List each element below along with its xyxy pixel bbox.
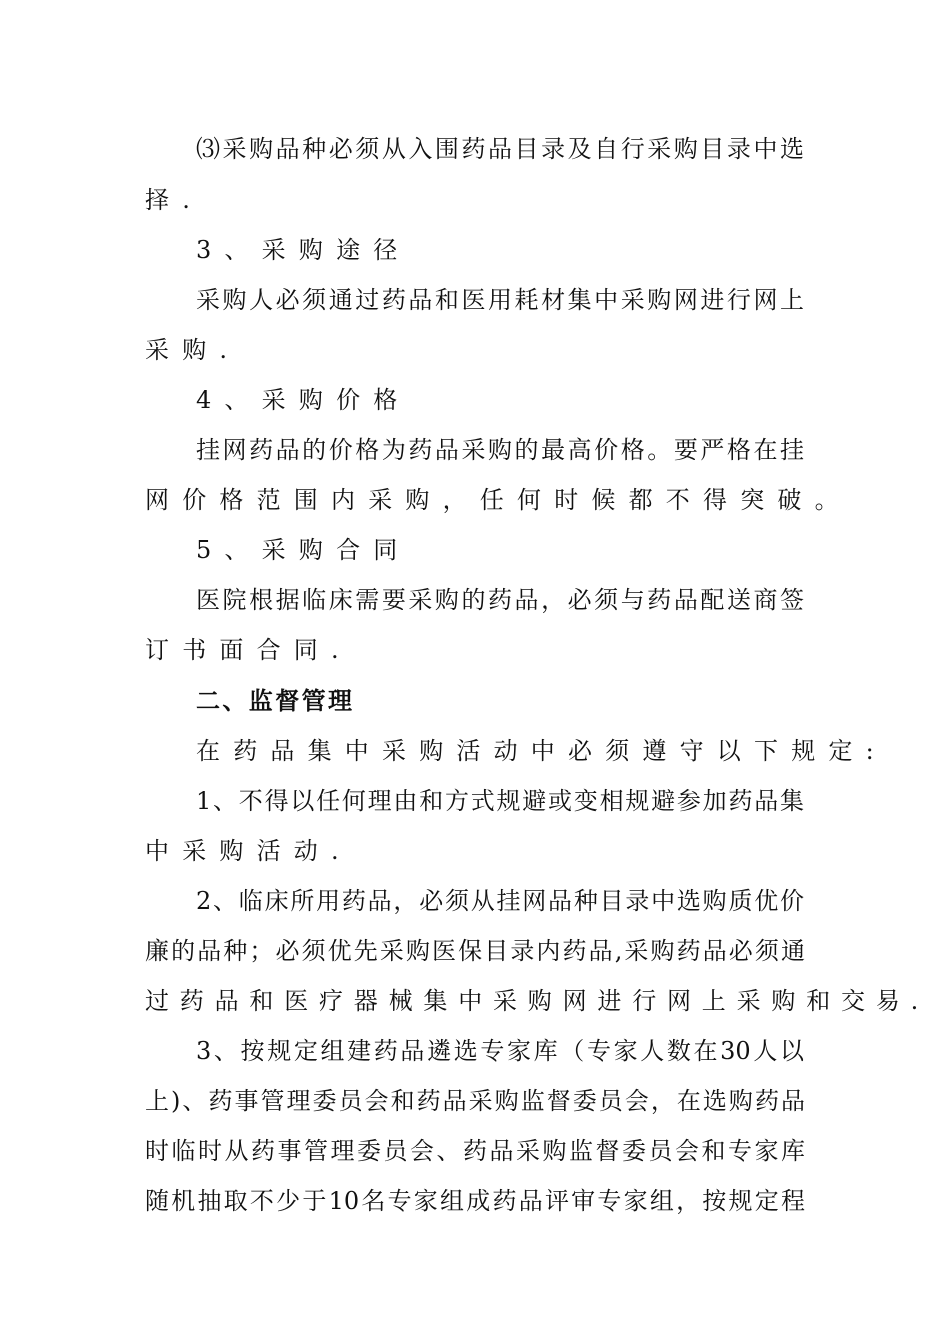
paragraph-line: 在药品集中采购活动中必须遵守以下规定: — [196, 737, 887, 765]
section-title: 5、采购合同 — [196, 536, 411, 564]
paragraph-line: 采购. — [145, 336, 241, 364]
paragraph-line: 3、按规定组建药品遴选专家库（专家人数在30人以 — [196, 1037, 804, 1065]
paragraph-line: 上)、药事管理委员会和药品采购监督委员会，在选购药品 — [145, 1087, 805, 1115]
paragraph-line: 随机抽取不少于10名专家组成药品评审专家组，按规定程 — [145, 1187, 805, 1215]
paragraph-line: 时临时从药事管理委员会、药品采购监督委员会和专家库 — [145, 1137, 805, 1165]
paragraph-line: 订书面合同. — [145, 636, 352, 664]
paragraph-line: ⑶采购品种必须从入围药品目录及自行采购目录中选 — [196, 135, 804, 163]
paragraph-line: 过药品和医疗器械集中采购网进行网上采购和交易. — [145, 987, 930, 1015]
paragraph-line: 1、不得以任何理由和方式规避或变相规避参加药品集 — [196, 787, 804, 815]
section-title: 4、采购价格 — [196, 386, 411, 414]
paragraph-line: 采购人必须通过药品和医用耗材集中采购网进行网上 — [196, 286, 804, 314]
paragraph-line: 医院根据临床需要采购的药品，必须与药品配送商签 — [196, 586, 804, 614]
section-title: 3、采购途径 — [196, 236, 411, 264]
paragraph-line: 挂网药品的价格为药品采购的最高价格。要严格在挂 — [196, 436, 804, 464]
paragraph-line: 择. — [145, 186, 204, 214]
paragraph-line: 网价格范围内采购，任何时候都不得突破。 — [145, 486, 852, 514]
paragraph-line: 中采购活动. — [145, 837, 352, 865]
chapter-heading: 二、监督管理 — [196, 687, 355, 715]
paragraph-line: 廉的品种；必须优先采购医保目录内药品,采购药品必须通 — [145, 937, 805, 965]
paragraph-line: 2、临床所用药品，必须从挂网品种目录中选购质优价 — [196, 887, 804, 915]
